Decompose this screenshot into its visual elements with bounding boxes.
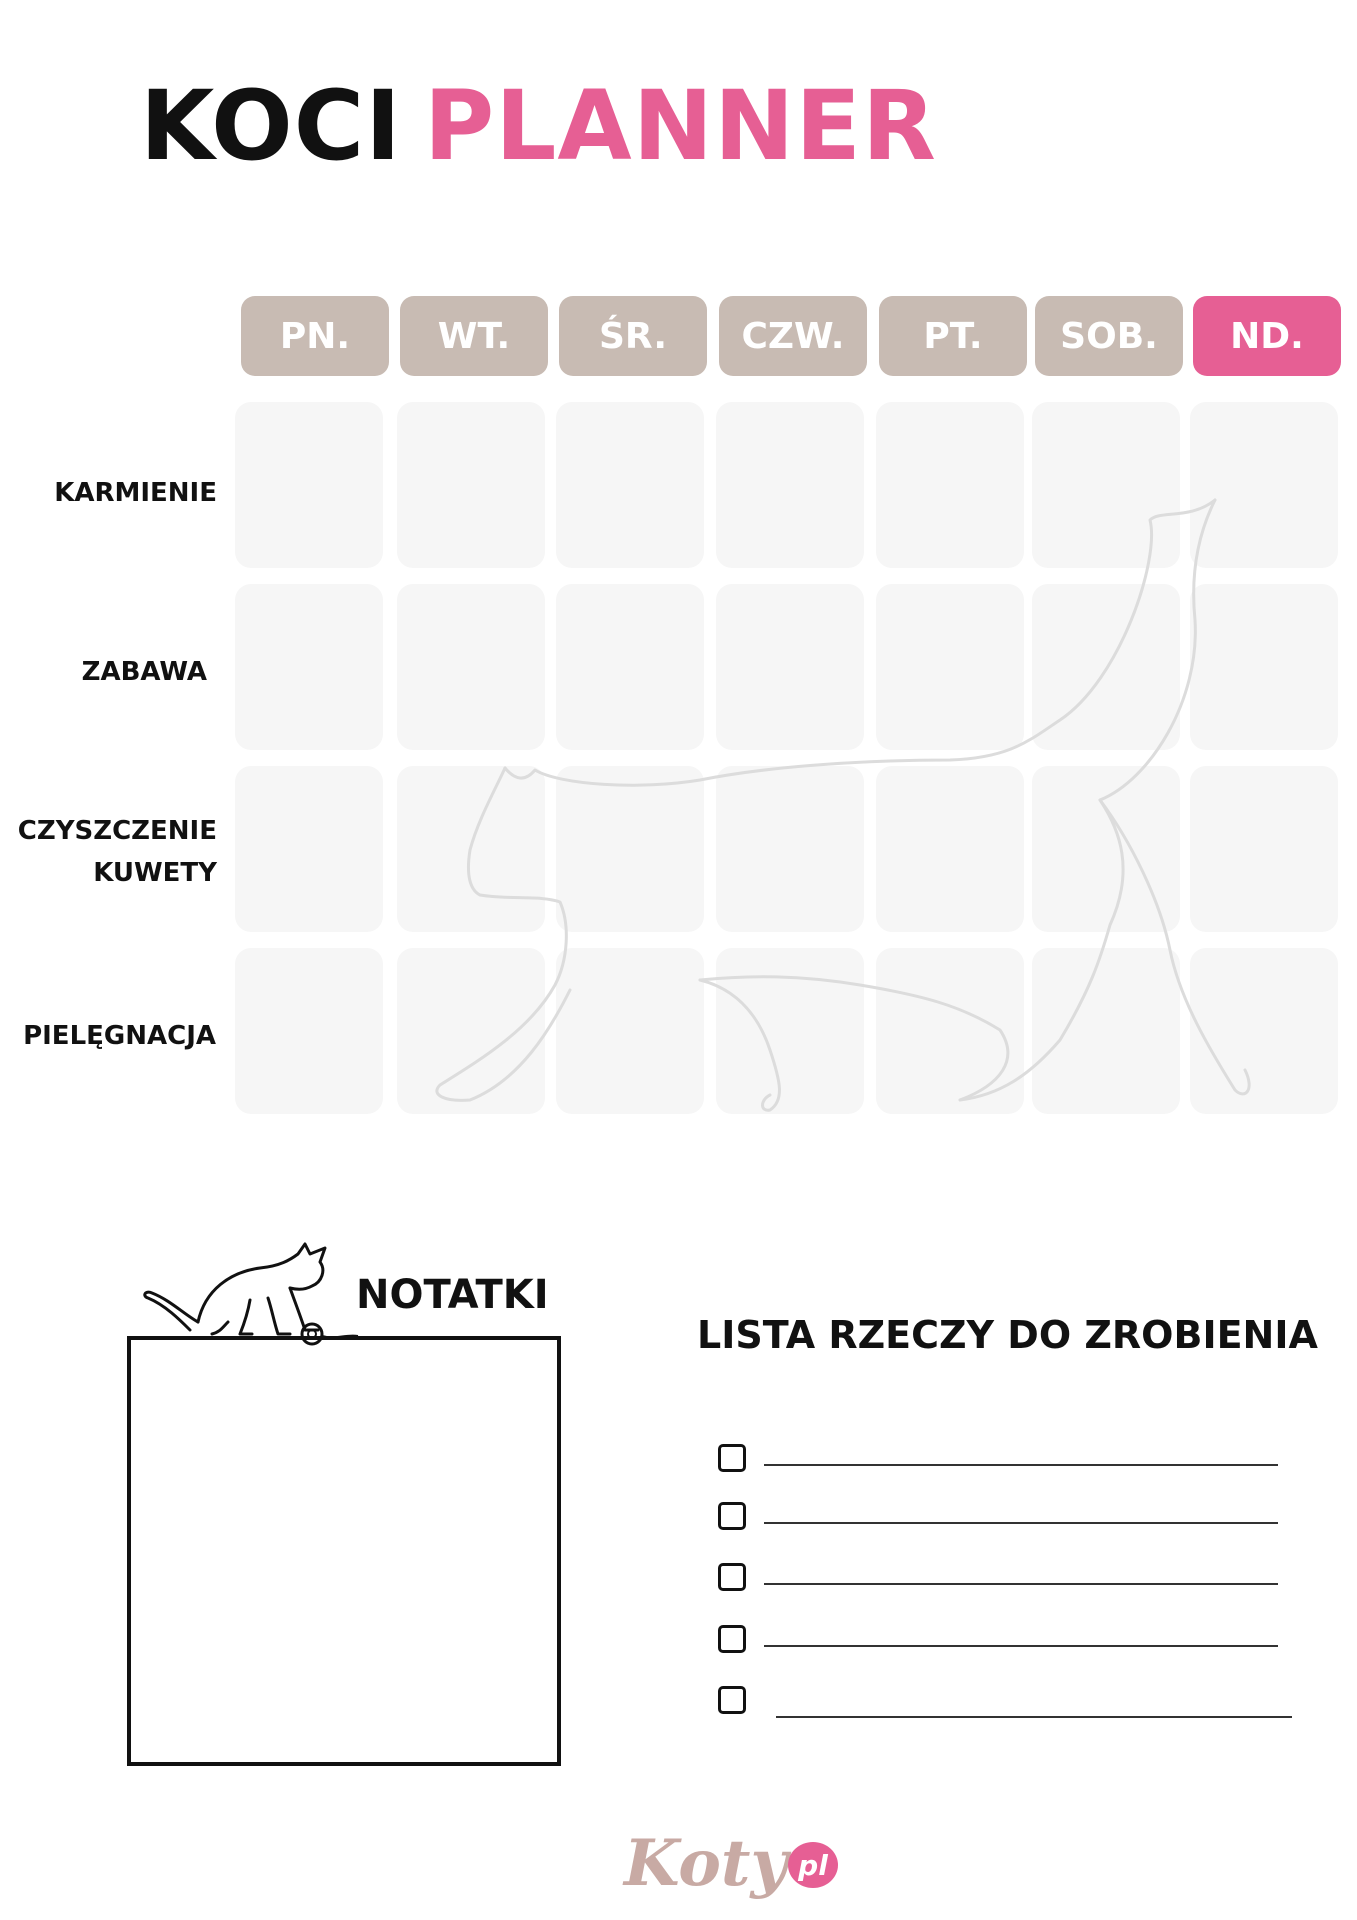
notes-area: [127, 1336, 561, 1766]
cell-play-fri: [876, 584, 1024, 750]
title-word-planner: PLANNER: [423, 70, 937, 182]
todo-checkbox[interactable]: [718, 1444, 746, 1472]
cell-feeding-sun: [1190, 402, 1338, 568]
todo-write-line: [764, 1645, 1278, 1647]
todo-checkbox[interactable]: [718, 1563, 746, 1591]
cell-litter-wed: [556, 766, 704, 932]
day-header-thu: CZW.: [719, 296, 867, 376]
day-header-sat: SOB.: [1035, 296, 1183, 376]
day-header-wed: ŚR.: [559, 296, 707, 376]
cell-litter-fri: [876, 766, 1024, 932]
cell-play-sat: [1032, 584, 1180, 750]
todo-write-line: [764, 1583, 1278, 1585]
notes-title: NOTATKI: [356, 1272, 549, 1318]
todo-write-line: [764, 1464, 1278, 1466]
todo-checkbox[interactable]: [718, 1625, 746, 1653]
row-label-grooming: PIELĘGNACJA: [23, 1021, 216, 1051]
koty-logo-badge: pl: [788, 1842, 838, 1888]
todo-checkbox[interactable]: [718, 1502, 746, 1530]
day-header-tue: WT.: [400, 296, 548, 376]
todo-checkbox[interactable]: [718, 1686, 746, 1714]
cell-litter-tue: [397, 766, 545, 932]
cell-grooming-wed: [556, 948, 704, 1114]
day-header-mon: PN.: [241, 296, 389, 376]
cell-grooming-fri: [876, 948, 1024, 1114]
cell-litter-sat: [1032, 766, 1180, 932]
cell-play-mon: [235, 584, 383, 750]
row-label-play: ZABAWA: [81, 657, 207, 687]
row-label-litter-line-1: CZYSZCZENIE: [17, 816, 217, 846]
koty-logo: Koty: [624, 1826, 788, 1901]
cell-feeding-mon: [235, 402, 383, 568]
cell-feeding-fri: [876, 402, 1024, 568]
cell-play-tue: [397, 584, 545, 750]
cell-grooming-sat: [1032, 948, 1180, 1114]
cell-feeding-tue: [397, 402, 545, 568]
todo-write-line: [776, 1716, 1292, 1718]
cell-grooming-tue: [397, 948, 545, 1114]
row-label-feeding: KARMIENIE: [54, 478, 217, 508]
page-title: [140, 70, 937, 182]
cell-play-sun: [1190, 584, 1338, 750]
cell-grooming-sun: [1190, 948, 1338, 1114]
cell-feeding-thu: [716, 402, 864, 568]
cell-play-wed: [556, 584, 704, 750]
todo-write-line: [764, 1522, 1278, 1524]
day-header-fri: PT.: [879, 296, 1027, 376]
title-word-koci: KOCI: [140, 70, 402, 182]
day-header-sun: ND.: [1193, 296, 1341, 376]
row-label-litter: [18, 810, 217, 894]
cell-grooming-mon: [235, 948, 383, 1114]
cell-litter-thu: [716, 766, 864, 932]
cell-play-thu: [716, 584, 864, 750]
todo-title: LISTA RZECZY DO ZROBIENIA: [697, 1313, 1318, 1357]
cell-litter-mon: [235, 766, 383, 932]
row-label-litter-line-2: KUWETY: [93, 858, 217, 888]
cell-feeding-sat: [1032, 402, 1180, 568]
cell-feeding-wed: [556, 402, 704, 568]
cat-playing-icon: [140, 1230, 380, 1350]
cell-litter-sun: [1190, 766, 1338, 932]
cell-grooming-thu: [716, 948, 864, 1114]
